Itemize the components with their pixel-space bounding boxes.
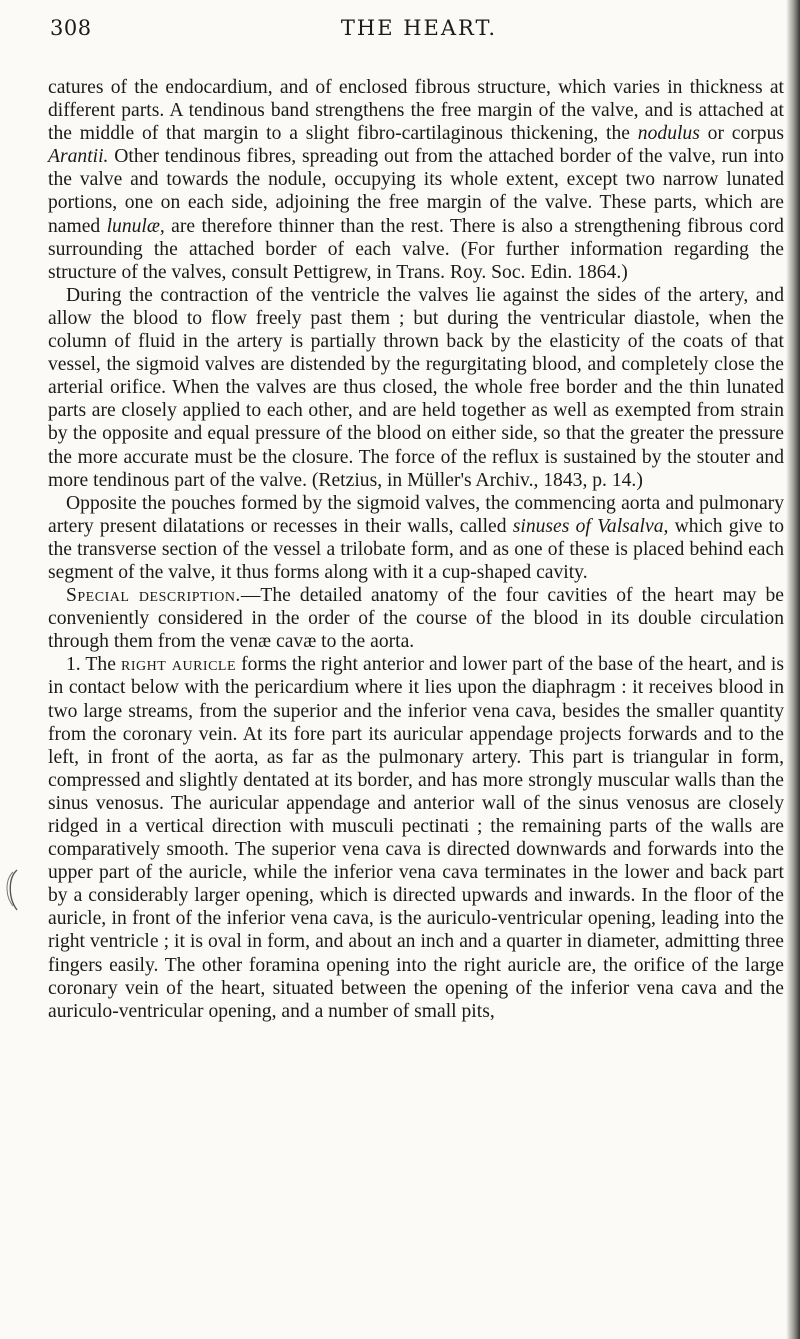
paragraph-right-auricle: 1. The right auricle forms the right anterior and lower part of the base of the heart, and is in contact below with the pericardium where it lies upon the diaphragm : it receives blood in two large streams, from the superior and the inferior vena cava, besides the smaller quantity from the coronary vein. At its fore part its auricular appendage projects forwards and to the left, in front of the aorta, as far as the pulmonary artery. This part is triangular in form, compressed and slightly dentated at its border, and has more strongly muscular walls than the sinus venosus. The auricular appendage and anterior wall of the sinus venosus are closely ridged in a vertical direction with musculi pectinati ; the remaining parts of the walls are comparatively smooth. The superior vena cava is directed downwards and forwards into the upper part of the auricle, while the inferior vena cava terminates in the lower and back part by a considerably larger opening, which is directed upwards and inwards. In the floor of the auricle, in front of the inferior vena cava, is the auriculo-ventricular opening, leading into the right ventricle ; it is oval in form, and about an inch and a quarter in diameter, admitting three fingers easily. The other foramina opening into the right auricle are, the orifice of the large coronary vein of the heart, situated between the opening of the inferior vena cava and the auriculo-ventricular opening, and a number of small pits, [48, 654, 784, 1022]
body-text [48, 76, 784, 1023]
pencil-bracket-mark [2, 868, 22, 912]
paragraph-valve-action: During the contraction of the ventricle the valves lie against the sides of the artery, and allow the blood to flow freely past them ; but during the ventricular diastole, when the column of fluid in the artery is partially thrown back by the elasticity of the coats of that vessel, the sigmoid valves are distended by the regurgitating blood, and completely close the arterial orifice. When the valves are thus closed, the whole free border and the thin lunated parts are closely applied to each other, and are held together as well as exempted from strain by the opposite and equal pressure of the blood on either side, so that the greater the pressure the more accurate must be the closure. The force of the reflux is sustained by the stouter and more tendinous part of the valve. (Retzius, in Müller's Archiv., 1843, p. 14.) [48, 284, 784, 491]
paragraph-special-description: Special description.—The detailed anatomy of the four cavities of the heart may be conveniently considered in the order of the course of the blood in its double circulation through them from the venæ cavæ to the aorta. [48, 585, 784, 653]
term-right-auricle: right auricle [120, 654, 237, 676]
page-title: THE HEART. [340, 16, 498, 40]
running-head [50, 16, 788, 50]
page-number: 308 [50, 16, 92, 40]
section-heading: Special description. [66, 585, 241, 607]
paragraph-valve-structure: catures of the endocardium, and of enclosed fibrous structure, which varies in thickness at different parts. A tendinous band strengthens the free margin of the valve, and is attached at the middle of that margin to a slight fibro-cartilaginous thickening, the nodulus or corpus Arantii. Other tendinous fibres, spreading out from the attached border of the valve, run into the valve and towards the nodule, occupying its whole extent, except two narrow lunated portions, one on each side, adjoining the free margin of the valve. These parts, which are named lunulæ, are therefore thinner than the rest. There is also a strengthening fibrous cord surrounding the attached border of each valve. (For further information regarding the structure of the valves, consult Pettigrew, in Trans. Roy. Soc. Edin. 1864.) [48, 77, 785, 283]
paragraph-sinuses: Opposite the pouches formed by the sigmoid valves, the commencing aorta and pulmonary artery present dilatations or recesses in their walls, called sinuses of Valsalva, which give to the transverse section of the vessel a trilobate form, and as one of these is placed behind each segment of the valve, it thus forms along with it a cup-shaped cavity. [48, 492, 784, 583]
